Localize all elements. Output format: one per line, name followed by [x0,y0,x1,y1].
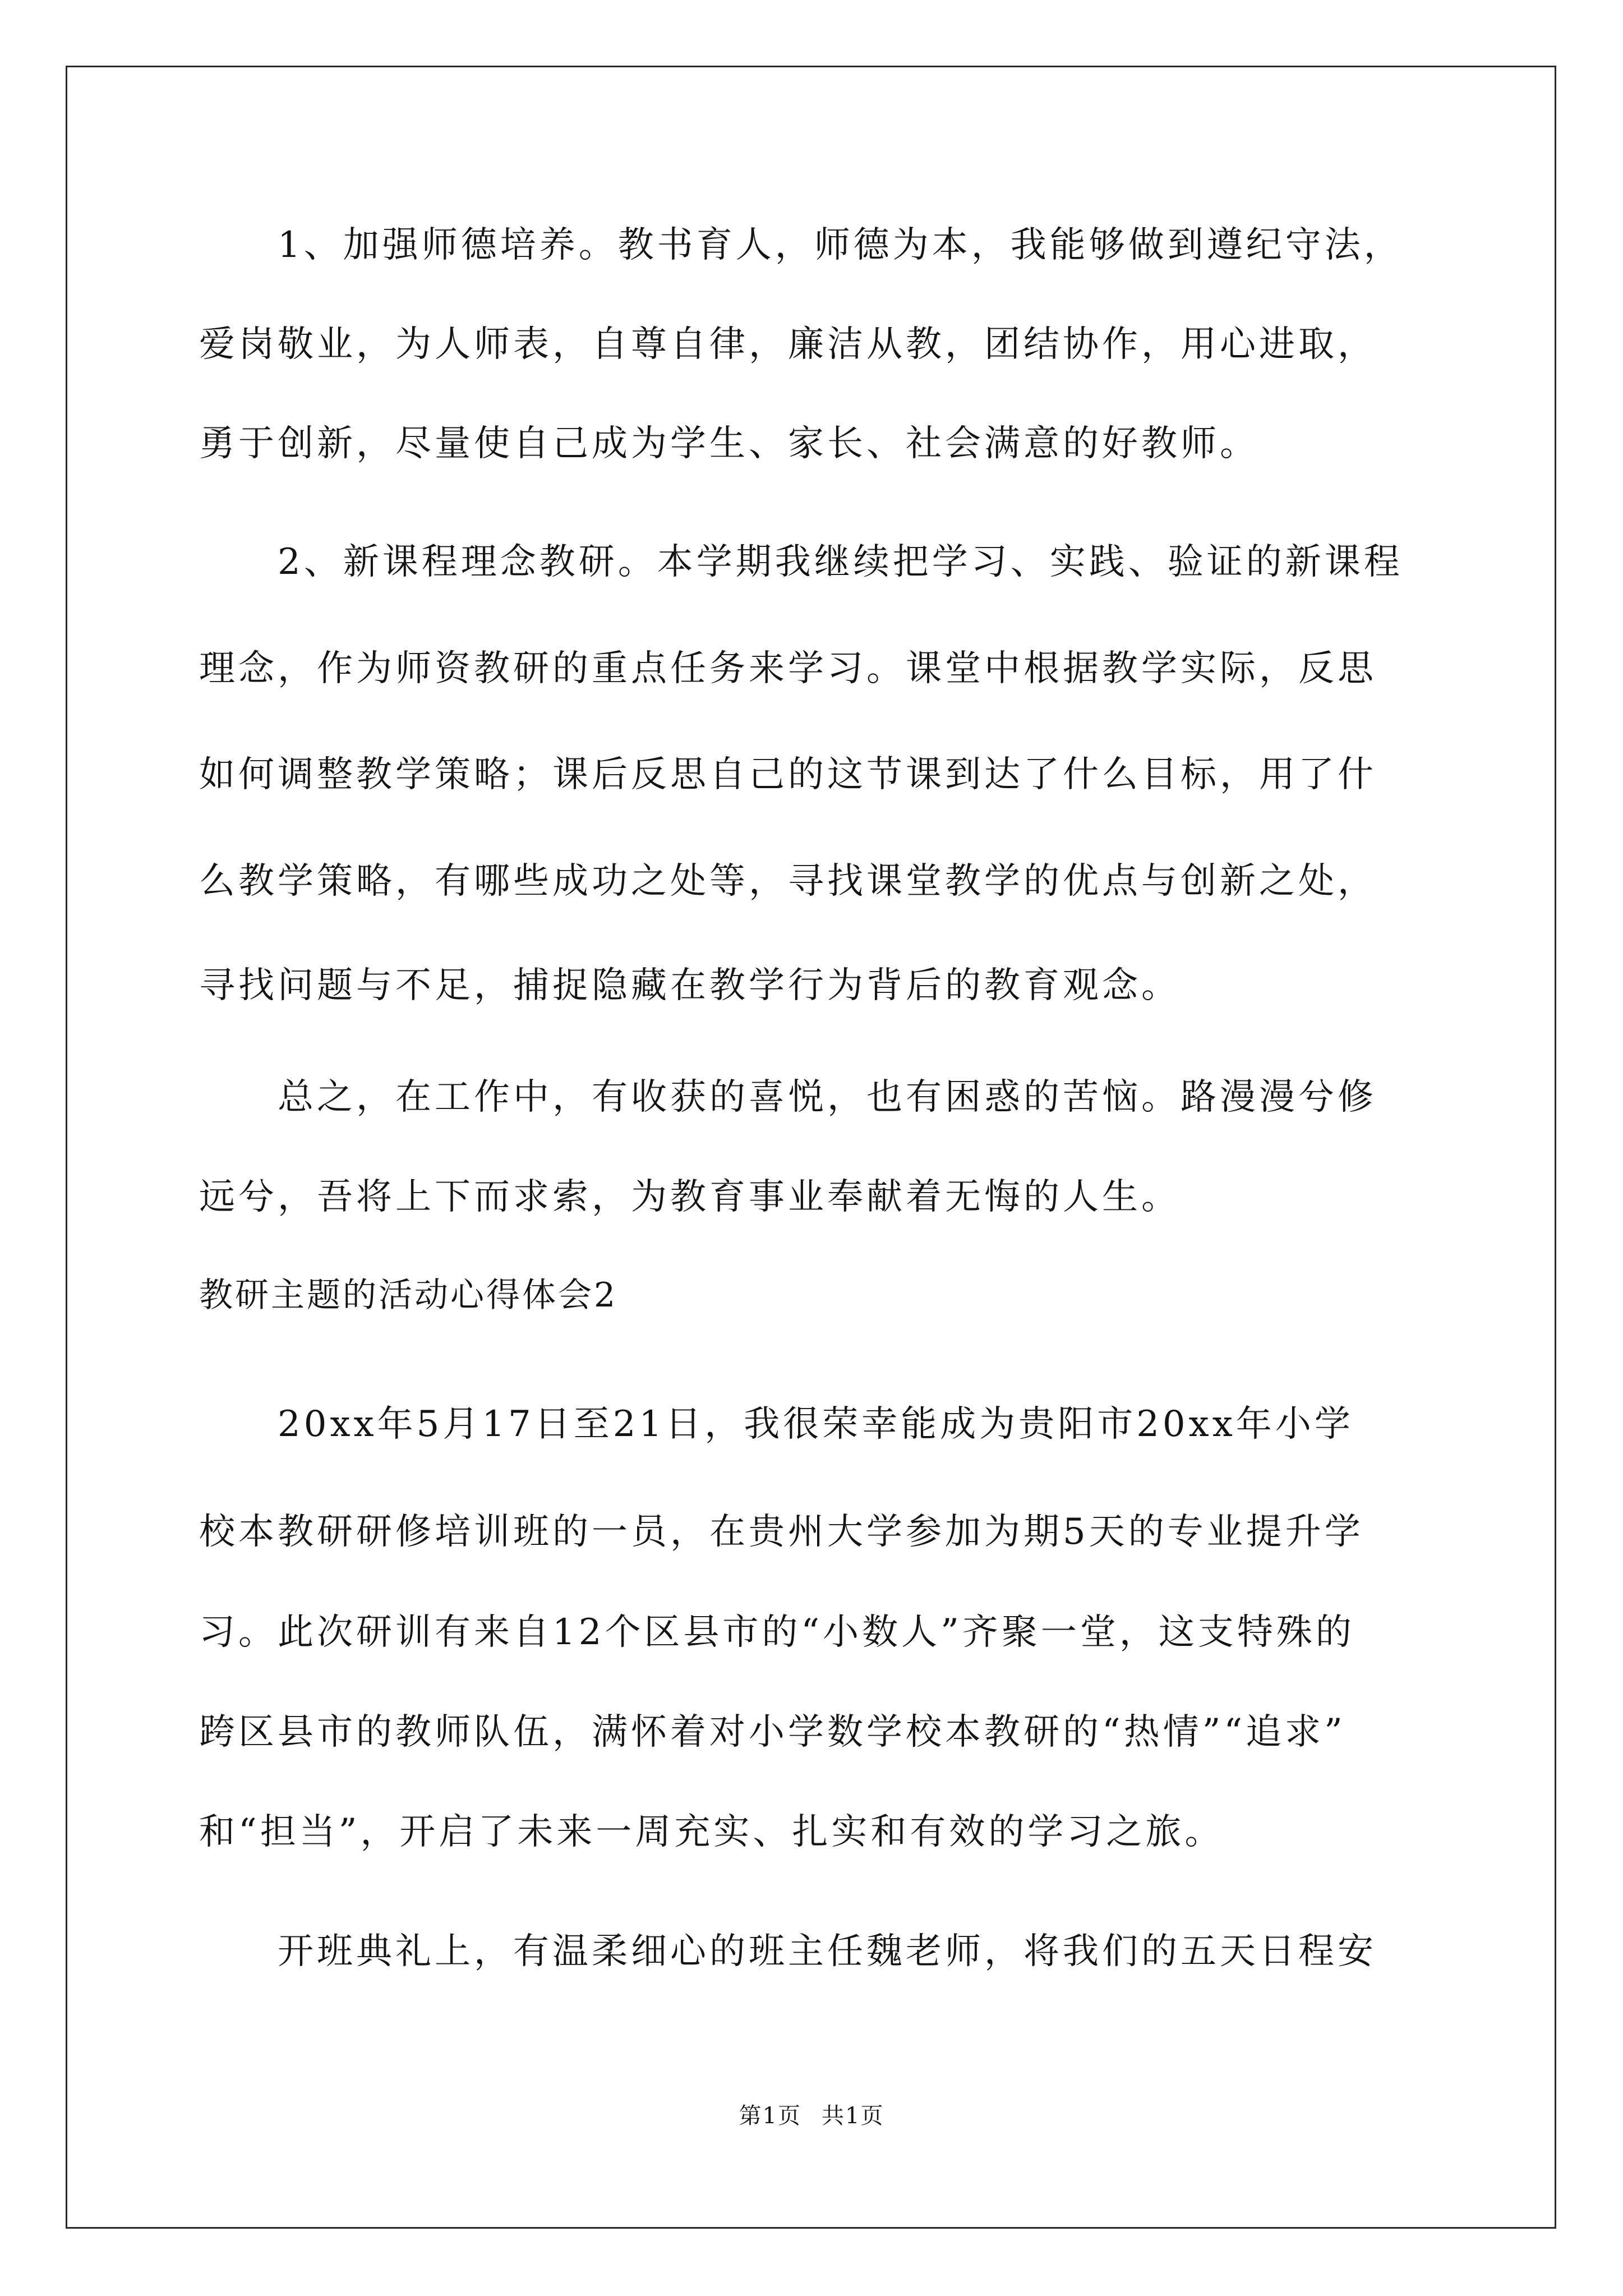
paragraph-4-line-2: 校本教研研修培训班的一员，在贵州大学参加为期5天的专业提升学 [199,1511,1364,1553]
paragraph-4-line-5: 和“担当”，开启了未来一周充实、扎实和有效的学习之旅。 [199,1811,1224,1853]
paragraph-2-line-4: 么教学策略，有哪些成功之处等，寻找课堂教学的优点与创新之处， [199,861,1377,902]
paragraph-1-line-3: 勇于创新，尽量使自己成为学生、家长、社会满意的好教师。 [199,423,1259,464]
paragraph-3-line-2: 远兮，吾将上下而求索，为教育事业奉献着无悔的人生。 [199,1176,1181,1218]
section-title: 教研主题的活动心得体会2 [199,1276,618,1315]
paragraph-1-line-2: 爱岗敬业，为人师表，自尊自律，廉洁从教，团结协作，用心进取， [199,324,1377,365]
paragraph-3-line-1: 总之，在工作中，有收获的喜悦，也有困惑的苦恼。路漫漫兮修 [278,1076,1377,1118]
paragraph-4-line-3: 习。此次研训有来自12个区县市的“小数人”齐聚一堂，这支特殊的 [199,1612,1355,1653]
paragraph-4-line-4: 跨区县市的教师队伍，满怀着对小学数学校本教研的“热情”“追求” [199,1711,1346,1753]
paragraph-2-line-2: 理念，作为师资教研的重点任务来学习。课堂中根据教学实际，反思 [199,648,1377,689]
page-footer [0,2100,1623,2132]
paragraph-2-line-3: 如何调整教学策略；课后反思自己的这节课到达了什么目标，用了什 [199,754,1377,795]
page-number-current: 第1页 [739,2103,801,2129]
page-border [66,66,1556,2229]
paragraph-2-line-1: 2、新课程理念教研。本学期我继续把学习、实践、验证的新课程 [278,541,1403,583]
paragraph-5-line-1: 开班典礼上，有温柔细心的班主任魏老师，将我们的五天日程安 [278,1931,1377,1972]
paragraph-1-line-1: 1、加强师德培养。教书育人，师德为本，我能够做到遵纪守法， [278,224,1403,266]
paragraph-2-line-5: 寻找问题与不足，捕捉隐藏在教学行为背后的教育观念。 [199,965,1181,1006]
page-number-total: 共1页 [822,2103,884,2129]
paragraph-4-line-1: 20xx年5月17日至21日，我很荣幸能成为贵阳市20xx年小学 [278,1404,1354,1445]
